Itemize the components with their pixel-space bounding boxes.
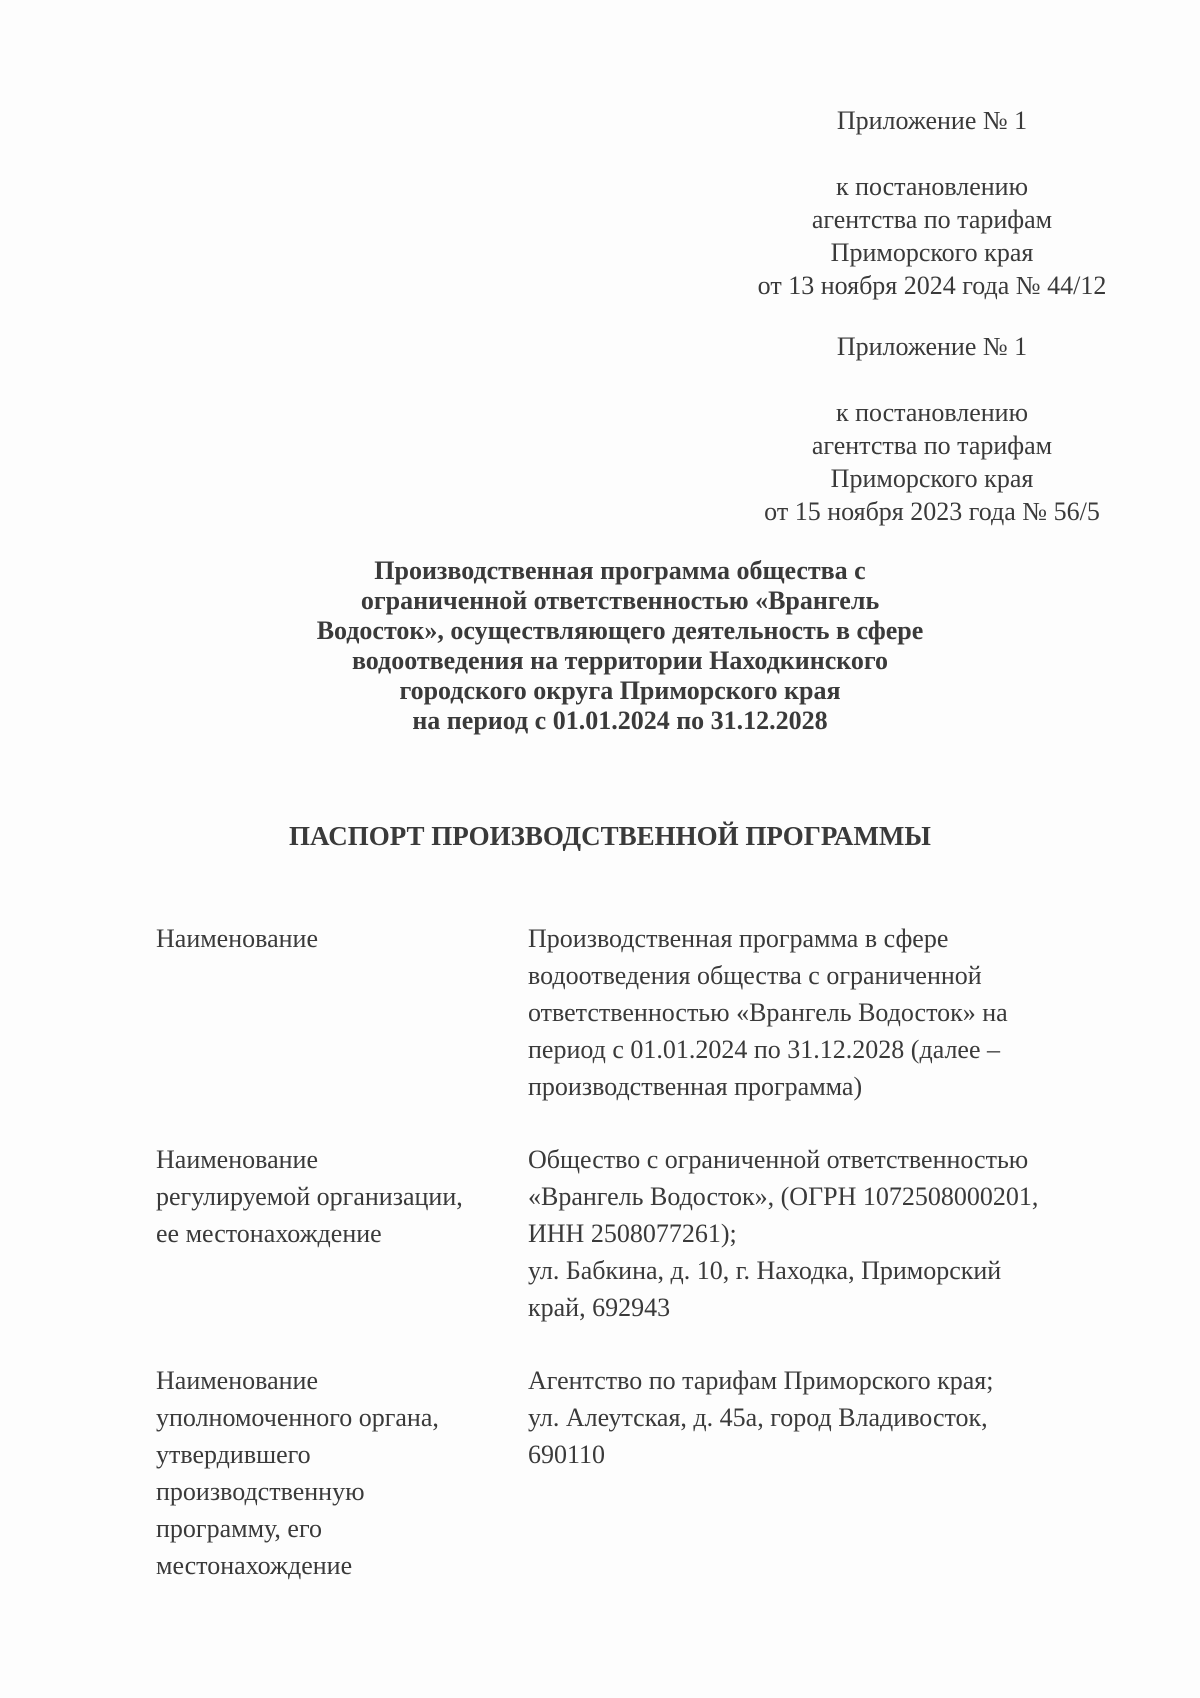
passport-row-value: Агентство по тарифам Приморского края; ул. Алеутская, д. 45а, город Владивосток, 690110 [528, 1366, 994, 1469]
passport-heading: ПАСПОРТ ПРОИЗВОДСТВЕННОЙ ПРОГРАММЫ [289, 821, 931, 851]
passport-row-value: Производственная программа в сфере водоотведения общества с ограниченной ответственностью «Врангель Водосток» на период с 01.01.2024 по 31.12.2028 (далее – производственная программа) [528, 924, 1008, 1101]
appendix-block-previous [722, 330, 1142, 528]
program-title-line: на период с 01.01.2024 по 31.12.2028 [412, 706, 828, 735]
program-title-line: ограниченной ответственностью «Врангель [360, 586, 880, 615]
appendix-line: от 15 ноября 2023 года № 56/5 [764, 497, 1100, 526]
appendix-line: к постановлению [835, 172, 1029, 201]
passport-row [156, 1362, 1096, 1584]
passport-row-label: Наименование регулируемой организации, ее местонахождение [156, 1145, 463, 1248]
appendix-title: Приложение № 1 [836, 332, 1028, 361]
program-title-line: городского округа Приморского края [399, 676, 841, 705]
appendix-title: Приложение № 1 [836, 106, 1028, 135]
passport-row-label: Наименование уполномоченного органа, утвердившего производственную программу, его местонахождение [156, 1366, 439, 1580]
passport-row-value: Общество с ограниченной ответственностью «Врангель Водосток», (ОГРН 1072508000201, ИНН 2508077261); ул. Бабкина, д. 10, г. Находка, Приморский край, 692943 [528, 1145, 1039, 1322]
program-title [260, 556, 980, 736]
appendix-line: от 13 ноября 2024 года № 44/12 [757, 271, 1107, 300]
passport-row [156, 1141, 1096, 1326]
appendix-line: к постановлению [835, 398, 1029, 427]
program-title-line: Водосток», осуществляющего деятельность в сфере [316, 616, 924, 645]
program-title-line: Производственная программа общества с [374, 556, 866, 585]
program-title-line: водоотведения на территории Находкинского [351, 646, 889, 675]
passport-row-label: Наименование [156, 924, 318, 953]
appendix-line: агентства по тарифам [811, 205, 1053, 234]
appendix-line: Приморского края [830, 464, 1034, 493]
appendix-line: агентства по тарифам [811, 431, 1053, 460]
passport-table [156, 920, 1096, 1620]
appendix-line: Приморского края [830, 238, 1034, 267]
passport-row [156, 920, 1096, 1105]
appendix-block-current [722, 104, 1142, 302]
